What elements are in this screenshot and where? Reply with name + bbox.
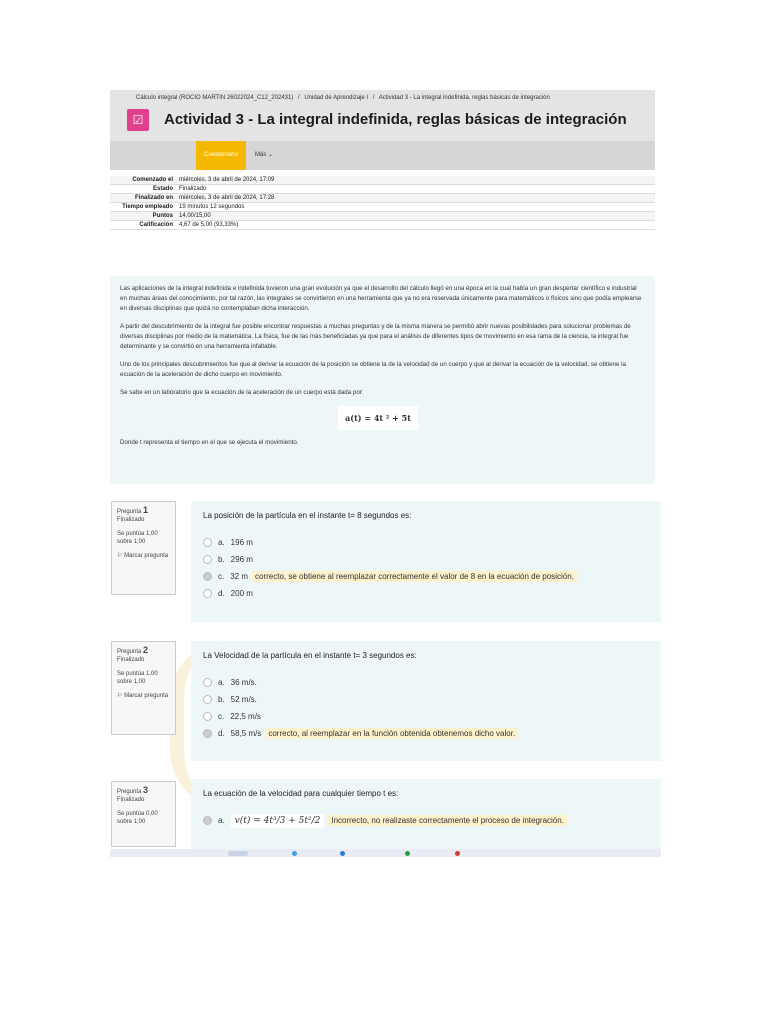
answer-feedback: correcto, al reemplazar en la función obtenida obtenemos dicho valor. xyxy=(265,728,518,739)
summary-label: Finalizado en xyxy=(110,194,176,203)
breadcrumb xyxy=(136,95,553,101)
answer-feedback: correcto, se obtiene al reemplazar correctamente el valor de 8 en la ecuación de posición. xyxy=(252,571,577,582)
flag-icon: ⚐ xyxy=(117,693,123,699)
summary-row xyxy=(110,185,655,194)
breadcrumb-separator: / xyxy=(297,95,300,101)
summary-value: Finalizado xyxy=(176,185,655,194)
answer-option[interactable]: b. 52 m/s. xyxy=(203,691,649,708)
answer-option[interactable]: c. 22,5 m/s xyxy=(203,708,649,725)
question-score: Se puntúa 1,00 sobre 1,00 xyxy=(117,671,158,685)
breadcrumb-course[interactable]: Cálculo integral (ROCIO MARTIN 26022024_C12_202431) xyxy=(136,95,294,101)
radio-icon[interactable] xyxy=(203,555,212,564)
question-info xyxy=(111,641,176,735)
quiz-icon: ☑ xyxy=(127,109,149,131)
answer-option-selected[interactable]: d. 58,5 m/s correcto, al reemplazar en la función obtenida obtenemos dicho valor. xyxy=(203,725,649,742)
tab-more[interactable]: Más ⌄ xyxy=(255,152,274,158)
question-state: Finalizado xyxy=(117,657,145,663)
question-score: Se puntúa 1,00 sobre 1,00 xyxy=(117,531,158,545)
answer-option-selected[interactable]: a. v(t) = 4t³/3 + 5t²/2 Incorrecto, no realizaste correctamente el proceso de integración. xyxy=(203,812,649,829)
question-card xyxy=(191,779,661,849)
radio-selected-icon[interactable] xyxy=(203,572,212,581)
summary-value: miércoles, 3 de abril de 2024, 17:28 xyxy=(176,194,655,203)
tab-quiz[interactable]: Cuestionario xyxy=(196,141,246,170)
radio-icon[interactable] xyxy=(203,712,212,721)
summary-value: 4,67 de 5,00 (93,33%) xyxy=(176,221,655,230)
os-taskbar xyxy=(110,849,661,857)
radio-icon[interactable] xyxy=(203,678,212,687)
question-state: Finalizado xyxy=(117,517,145,523)
radio-selected-icon[interactable] xyxy=(203,816,212,825)
app-icon[interactable] xyxy=(405,851,410,856)
question-score: Se puntúa 0,00 sobre 1,00 xyxy=(117,811,158,825)
answer-option[interactable]: a. 36 m/s. xyxy=(203,674,649,691)
intro-paragraph: Se sabe en un laboratorio que la ecuación de la aceleración de un cuerpo está dada por: xyxy=(120,389,364,396)
acceleration-formula: a(t) = 4t ² + 5t xyxy=(338,406,418,430)
question-text: La posición de la partícula en el instante t= 8 segundos es: xyxy=(203,511,412,520)
question-number: Pregunta 2 xyxy=(117,645,149,655)
flag-icon: ⚐ xyxy=(117,553,123,559)
radio-icon[interactable] xyxy=(203,695,212,704)
radio-selected-icon[interactable] xyxy=(203,729,212,738)
question-context xyxy=(110,276,655,484)
app-icon[interactable] xyxy=(455,851,460,856)
summary-row xyxy=(110,221,655,230)
velocity-formula: v(t) = 4t³/3 + 5t²/2 xyxy=(231,814,325,828)
intro-paragraph: Donde t representa el tiempo en el que se ejecuta el movimiento. xyxy=(120,439,299,446)
answer-feedback: Incorrecto, no realizaste correctamente el proceso de integración. xyxy=(328,815,567,826)
breadcrumb-unit[interactable]: Unidad de Aprendizaje I xyxy=(304,95,369,101)
question-text: La Velocidad de la partícula en el instante t= 3 segundos es: xyxy=(203,651,417,660)
answer-option[interactable]: b. 296 m xyxy=(203,551,649,568)
summary-value: 14,00/15,00 xyxy=(176,212,655,221)
breadcrumb-activity[interactable]: Actividad 3 - La integral indefinida, reglas básicas de integración xyxy=(378,95,550,101)
summary-row xyxy=(110,203,655,212)
page-title: Actividad 3 - La integral indefinida, reglas básicas de integración xyxy=(164,111,627,128)
answer-option[interactable]: d. 200 m xyxy=(203,585,649,602)
summary-row xyxy=(110,176,655,185)
intro-paragraph: Uno de los principales descubrimientos fue que al derivar la ecuación de la posición se obtiene la de la velocidad de un cuerpo y que al derivar la ecuación de la velocidad, se obtiene la ecuación de la aceleración de dicho cuerpo en movimiento. xyxy=(120,361,626,378)
question-info xyxy=(111,501,176,595)
search-box-icon[interactable] xyxy=(228,851,248,856)
intro-paragraph: A partir del descubrimiento de la integral fue posible encontrar respuestas a muchas preguntas y de la misma manera se permitió abrir nuevas posibilidades para solucionar problemas de diversas disciplinas por medio de la matemática. La física, fue de las más beneficiadas ya que para el análisis de diferentes tipos de movimiento en esa rama de la ciencia, la integral fue determinante y se convirtió en una herramienta infaltable. xyxy=(120,323,631,350)
summary-row xyxy=(110,194,655,203)
app-icon[interactable] xyxy=(340,851,345,856)
question-info xyxy=(111,781,176,847)
app-icon[interactable] xyxy=(292,851,297,856)
summary-value: miércoles, 3 de abril de 2024, 17:09 xyxy=(176,176,655,185)
answer-option-selected[interactable]: c. 32 m correcto, se obtiene al reemplazar correctamente el valor de 8 en la ecuación de posición. xyxy=(203,568,649,585)
answer-option[interactable]: a. 196 m xyxy=(203,534,649,551)
question-text: La ecuación de la velocidad para cualquier tiempo t es: xyxy=(203,789,399,798)
question-number: Pregunta 1 xyxy=(117,505,149,515)
summary-label: Puntos xyxy=(110,212,176,221)
question-number: Pregunta 3 xyxy=(117,785,149,795)
flag-question-button[interactable]: ⚐ Marcar pregunta xyxy=(117,693,169,699)
tab-bar xyxy=(110,141,655,170)
radio-icon[interactable] xyxy=(203,589,212,598)
question-card xyxy=(191,641,661,761)
summary-label: Calificación xyxy=(110,221,176,230)
summary-row xyxy=(110,212,655,221)
question-state: Finalizado xyxy=(117,797,145,803)
summary-value: 19 minutos 12 segundos xyxy=(176,203,655,212)
intro-paragraph: Las aplicaciones de la integral indefinida e indefinida tuvieron una gran evolución ya que el desarrollo del cálculo llegó en una época en la cual había un gran despertar científico e industrial en muchas áreas del conocimiento, por tal razón, las integrales se convirtieron en una herramienta que ya no era reservada únicamente para matemáticos o físicos sino que podía emplearse en diversas disciplinas que quizá no contemplaban dicha interacción. xyxy=(120,285,642,312)
breadcrumb-separator: / xyxy=(372,95,375,101)
radio-icon[interactable] xyxy=(203,538,212,547)
question-card xyxy=(191,501,661,622)
summary-label: Estado xyxy=(110,185,176,194)
summary-label: Comenzado el xyxy=(110,176,176,185)
flag-question-button[interactable]: ⚐ Marcar pregunta xyxy=(117,553,169,559)
attempt-summary xyxy=(110,176,655,230)
summary-label: Tiempo empleado xyxy=(110,203,176,212)
